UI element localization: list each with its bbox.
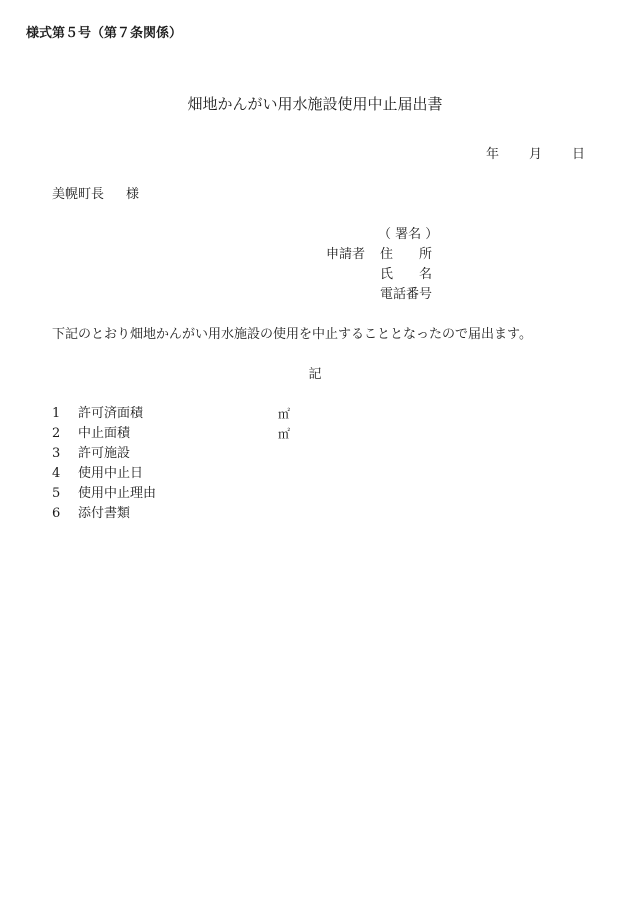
record-mark: 記: [308, 367, 322, 382]
applicant-name-label: [380, 268, 432, 281]
address-char-2: 所: [419, 247, 433, 262]
item-label: 許可施設: [78, 446, 131, 461]
addressee-honorific: 様: [126, 187, 140, 202]
list-item: [52, 467, 156, 487]
name-char-2: 名: [419, 267, 433, 282]
body-text: 下記のとおり畑地かんがい用水施設の使用を中止することとなったので届出ます。: [52, 327, 532, 342]
item-unit: ㎡: [278, 427, 291, 441]
item-number: 3: [52, 446, 61, 461]
form-number: 様式第５号（第７条関係）: [26, 26, 183, 41]
list-item: [52, 487, 156, 507]
date-day: 日: [572, 147, 586, 162]
item-label: 使用中止日: [78, 466, 144, 481]
list-item: [52, 426, 291, 447]
applicant-phone-label: 電話番号: [380, 287, 433, 302]
item-label: 添付書類: [78, 506, 131, 521]
signature-note: （ 署名 ）: [378, 227, 439, 242]
document-title: 畑地かんがい用水施設使用中止届出書: [187, 95, 443, 113]
date-year: 年: [486, 147, 500, 162]
name-char-1: 氏: [380, 267, 394, 282]
date-month: 月: [529, 147, 543, 162]
item-number: 1: [52, 406, 61, 421]
item-number: 6: [52, 506, 61, 521]
list-item: [52, 406, 291, 427]
addressee: [52, 188, 139, 201]
list-item: [52, 507, 156, 527]
item-list: [52, 406, 291, 527]
date-line: [486, 148, 585, 161]
item-label: 使用中止理由: [78, 486, 157, 501]
item-label: 許可済面積: [78, 406, 144, 421]
item-number: 2: [52, 426, 61, 441]
applicant-address-label: [380, 248, 432, 261]
address-char-1: 住: [380, 247, 394, 262]
item-label: 中止面積: [78, 426, 131, 441]
item-number: 5: [52, 486, 61, 501]
list-item: [52, 447, 156, 467]
applicant-label: 申請者: [326, 247, 366, 262]
addressee-name: 美幌町長: [52, 187, 105, 202]
item-number: 4: [52, 466, 61, 481]
item-unit: ㎡: [278, 407, 291, 421]
